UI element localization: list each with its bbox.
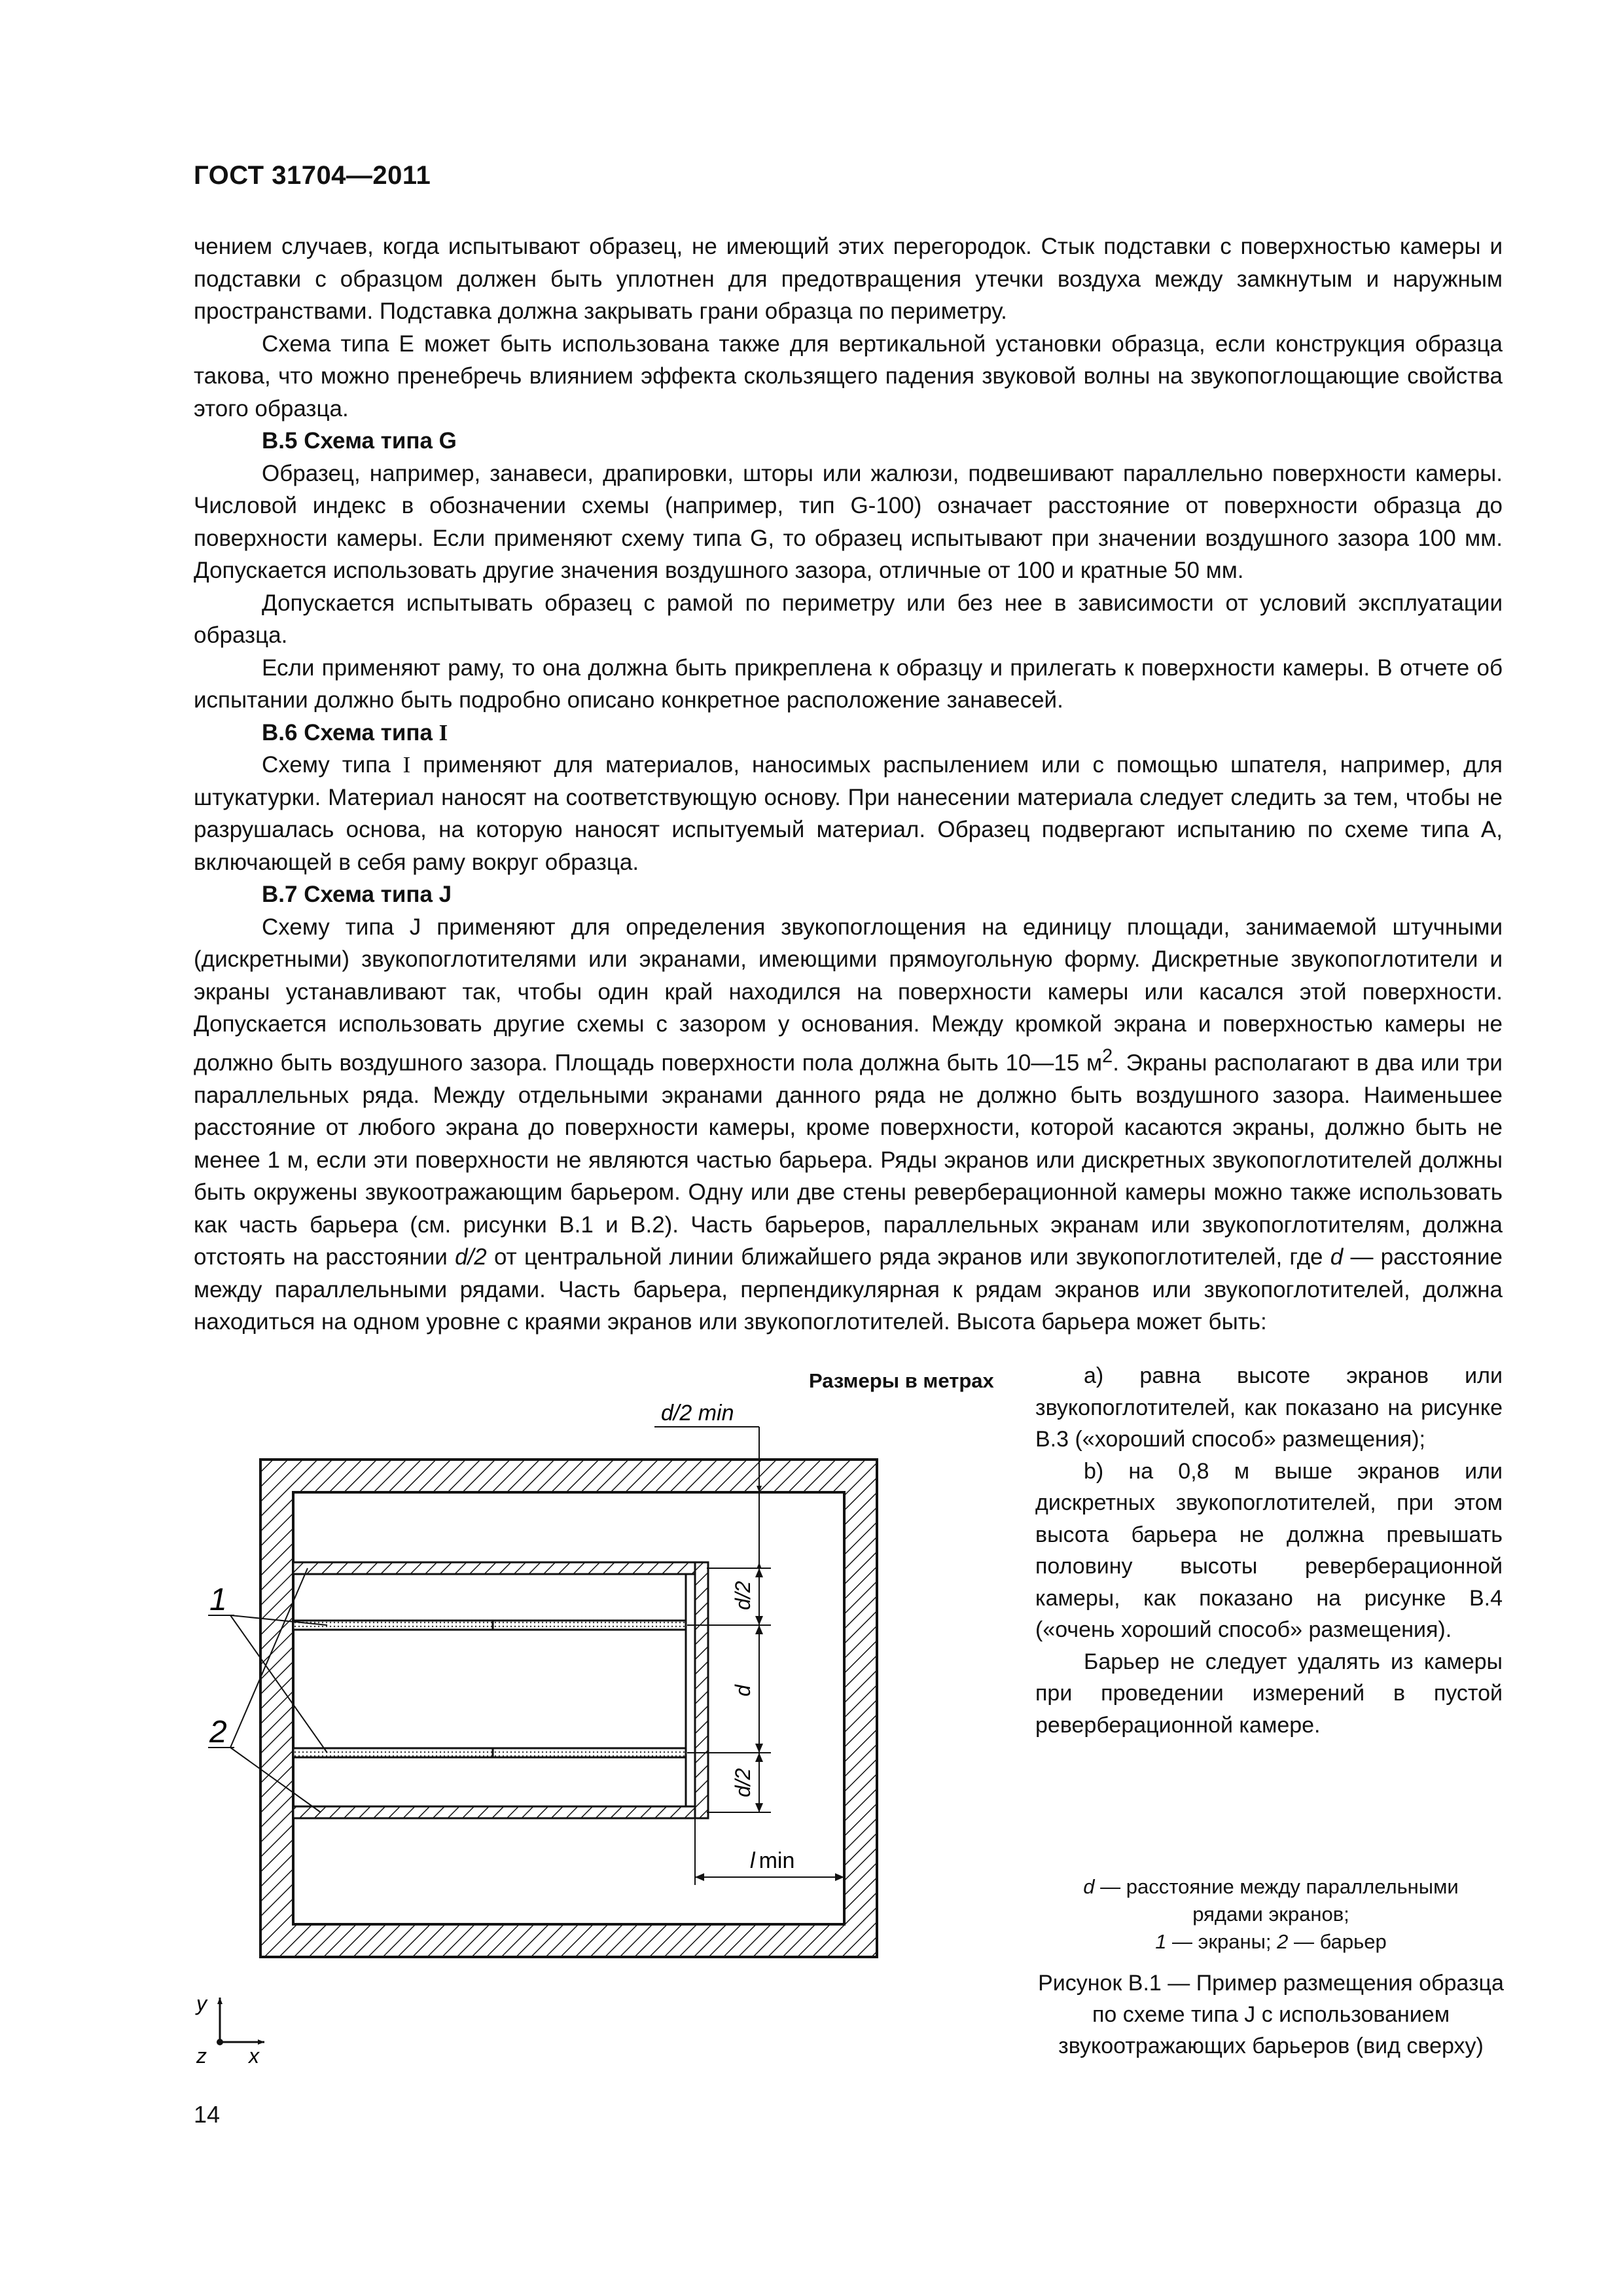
callout-label-2: 2 — [209, 1715, 227, 1749]
text-run: Схему типа J применяют для определения звукопоглощения на единицу площади, занимаемой штучными (дискретными) звукопоглотителями или экранами, имеющими прямоугольную форму. Дискретные звукопоглотители и экраны устанавливают так, чтобы один край находился на поверхности камеры или касался этой поверхности. Допускается использовать другие схемы с зазором у основания. Между кромкой экрана и поверхностью камеры не должно быть воздушного зазора. Площадь поверхности пола должна быть 10—15 м — [194, 914, 1503, 1076]
text-run: Схему типа — [262, 752, 403, 778]
paragraph: Если применяют раму, то она должна быть прикреплена к образцу и прилегать к поверхности камеры. В отчете об испытании должно быть подробно описано конкретное расположение занавесей. — [194, 655, 1503, 713]
paragraph: чением случаев, когда испытывают образец, не имеющий этих перегородок. Стык подставки с поверхностью камеры и подставки с образцом должен быть уплотнен для предотвращения утечки воздуха между замкнутым и наружным пространствами. Подставка должна закрывать грани образца по периметру. — [194, 234, 1503, 324]
legend-line — [1029, 1928, 1513, 1956]
dim-label-d2-upper: d/2 — [731, 1581, 755, 1610]
list-item-a: а) равна высоте экранов или звукопоглотителей, как показано на рисунке В.3 («хороший способ» размещения); — [1035, 1363, 1503, 1452]
paragraph: Схема типа E может быть использована также для вертикальной установки образца, если конструкция образца такова, что можно пренебречь влиянием эффекта скользящего падения звуковой волны на звукопоглощающие свойства этого образца. — [194, 331, 1503, 422]
paragraph: Барьер не следует удалять из камеры при проведении измерений в пустой реверберационной камере. — [1035, 1649, 1503, 1738]
legend-text: — расстояние между параллельными — [1094, 1875, 1459, 1898]
screen-row-1-right — [493, 1621, 686, 1630]
body-text — [194, 230, 1503, 1338]
superscript: 2 — [1102, 1045, 1113, 1067]
paragraph — [194, 911, 1503, 1338]
paragraph — [194, 749, 1503, 878]
axis-label-x: x — [249, 2044, 259, 2068]
legend-text: — барьер — [1288, 1930, 1387, 1953]
screen-row-2-left — [293, 1748, 493, 1757]
list-item-b: b) на 0,8 м выше экранов или дискретных звукопоглотителей, при этом высота барьера не должна превышать половину высоты реверберационной камеры, как показано на рисунке В.4 («очень хороший способ» размещения). — [1035, 1458, 1503, 1642]
barrier-top — [293, 1562, 704, 1574]
page-number: 14 — [194, 2101, 221, 2128]
heading-text: В.6 Схема типа — [262, 719, 439, 745]
paragraph: Допускается испытывать образец с рамой по периметру или без нее в зависимости от условий эксплуатации образца. — [194, 590, 1503, 648]
legend-symbol: 1 — [1155, 1930, 1167, 1953]
legend-text: — экраны; — [1166, 1930, 1277, 1953]
math-symbol: d/2 — [455, 1244, 487, 1270]
text-run: — расстояние между параллельными рядами. Часть барьера, перпендикулярная к рядам экранов или звукопоглотителей, должна находиться на одном уровне с краями экранов или звукопоглотителей. Высота барьера может быть: — [194, 1244, 1503, 1335]
dim-suffix-min: min — [758, 1848, 795, 1873]
axis-z-dot — [217, 2039, 223, 2045]
section-heading-b5: В.5 Схема типа G — [262, 428, 457, 454]
callout-label-1: 1 — [209, 1583, 227, 1617]
section-heading-b7: В.7 Схема типа J — [262, 882, 452, 907]
dim-label-d: d — [731, 1685, 755, 1696]
legend-line: рядами экранов; — [1192, 1903, 1349, 1926]
text-run: от центральной линии ближайшего ряда экранов или звукопоглотителей, где — [486, 1244, 1330, 1270]
barrier-bottom — [293, 1806, 704, 1818]
scheme-letter: I — [402, 752, 411, 778]
chamber-wall — [260, 1460, 877, 1957]
section-heading-b6 — [194, 717, 1503, 749]
units-label: Размеры в метрах — [809, 1369, 994, 1392]
text-run: применяют для материалов, наносимых распылением или с помощью шпателя, например, для штукатурки. Материал наносят на соответствующую основу. При нанесении материала следует следить за тем, чтобы не разрушалась основа, на которую наносят испытуемый материал. Образец подвергают испытанию по схеме типа А, включающей в себя раму вокруг образца. — [194, 752, 1503, 875]
dim-label-d2-lower: d/2 — [731, 1768, 755, 1797]
document-header: ГОСТ 31704—2011 — [194, 161, 431, 190]
dim-symbol-l: l — [750, 1848, 755, 1873]
barrier-side — [695, 1562, 708, 1818]
paragraph: Образец, например, занавеси, драпировки, шторы или жалюзи, подвешивают параллельно поверхности камеры. Числовой индекс в обозначении схемы (например, тип G-100) означает расстояние от поверхности образца до поверхности камеры. Если применяют схему типа G, то образец испытывают при значении воздушного зазора 100 мм. Допускается использовать другие значения воздушного зазора, отличные от 100 и кратные 50 мм. — [194, 460, 1503, 583]
legend-symbol: 2 — [1277, 1930, 1289, 1953]
figure-caption: Рисунок В.1 — Пример размещения образца по схеме типа J с использованием звукоотражающих барьеров (вид сверху) — [1038, 1971, 1504, 2058]
axis-label-y: y — [196, 1992, 207, 2015]
screen-row-2-right — [493, 1748, 686, 1757]
dim-label-l-min — [750, 1848, 794, 1873]
axis-label-z: z — [196, 2044, 207, 2068]
legend-line — [1029, 1873, 1513, 1901]
figure-legend — [1029, 1873, 1513, 1956]
dim-label-d2-min: d/2 min — [661, 1401, 734, 1426]
legend-symbol: d — [1083, 1875, 1095, 1898]
figure-side-text — [1035, 1360, 1503, 1741]
math-symbol: d — [1330, 1244, 1344, 1270]
figure-b1-diagram — [183, 1401, 910, 2068]
text-run: . Экраны располагают в два или три параллельных ряда. Между отдельными экранами данного ряда не должно быть воздушного зазора. Наименьшее расстояние от любого экрана до поверхности камеры, кроме поверхности, которой касаются экраны, должно быть не менее 1 м, если эти поверхности не являются частью барьера. Ряды экранов или дискретных звукопоглотителей должны быть окружены звукоотражающим барьером. Одну или две стены реверберационной камеры можно также использовать как часть барьера (см. рисунки В.1 и В.2). Часть барьеров, параллельных экранам или звукопоглотителям, должна отстоять на расстоянии — [194, 1050, 1503, 1270]
heading-letter: I — [438, 719, 448, 745]
